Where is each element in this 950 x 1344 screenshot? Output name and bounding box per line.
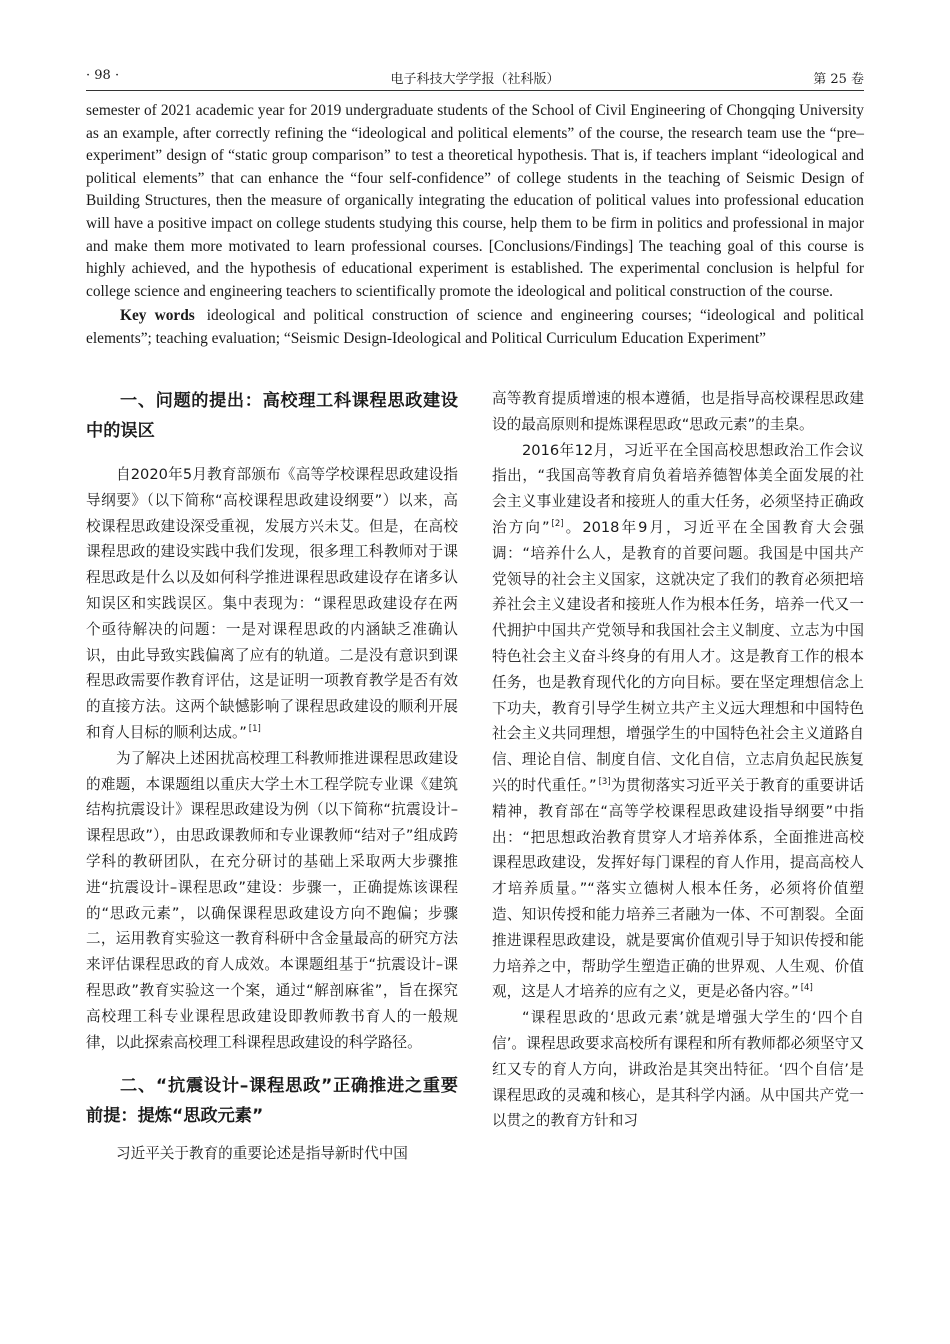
citation-ref[interactable]: [4]	[800, 983, 813, 994]
paragraph: 为了解决上述困扰高校理工科教师推进课程思政建设的难题，本课题组以重庆大学土木工程学院专业课《建筑结构抗震设计》课程思政建设为例（以下简称“抗震设计–课程思政”），由思政课教师和专业课教师“结对子”组成跨学科的教研团队，在充分研讨的基础上采取两大步骤推进“抗震设计–课程思政”建设：步骤一，正确提炼该课程的“思政元素”，以确保课程思政建设方向不跑偏；步骤二，运用教育实验这一教育科研中含金量最高的研究方法来评估课程思政的育人成效。本课题组基于“抗震设计–课程思政”教育实验这一个案，通过“解剖麻雀”，旨在探究高校理工科专业课程思政建设即教师教书育人的一般规律，以此探索高校理工科课程思政建设的科学路径。	[86, 749, 458, 1051]
section-1-heading: 一、问题的提出：高校理工科课程思政建设中的误区	[86, 391, 458, 441]
keywords-text: ideological and political construction of science and engineering courses; “ideological and political elements”; teaching evaluation; “Seismic Design-Ideological and Political Curriculum Education Experiment”	[86, 307, 864, 347]
keywords	[86, 305, 864, 350]
paragraph: 高等教育提质增速的根本遵循，也是指导高校课程思政建设的最高原则和提炼课程思政“思政元素”的圭臬。	[492, 390, 864, 433]
citation-ref[interactable]: [1]	[248, 723, 261, 734]
paragraph: “课程思政的‘思政元素’就是增强大学生的‘四个自信’。课程思政要求高校所有课程和所有教师都必须坚守又红又专的育人方向，讲政治是其突出特征。‘四个自信’是课程思政的灵魂和核心，是其科学内涵。从中国共产党一以贯之的教育方针和习	[492, 1009, 864, 1130]
keywords-label: Key words	[120, 307, 195, 325]
citation-ref[interactable]: [2]	[551, 518, 564, 529]
right-column	[492, 386, 864, 1134]
page-number: · 98 ·	[86, 68, 120, 83]
citation-ref[interactable]: [3]	[598, 776, 611, 787]
paragraph: 2016年12月，习近平在全国高校思想政治工作会议指出，“我国高等教育肩负着培养德智体美全面发展的社会主义事业建设者和接班人的重大任务，必须坚持正确政治方向” [2]。2018年9月，习近平在全国教育大会强调：“培养什么人，是教育的首要问题。我国是中国共产党领导的社会主义国家，这就决定了我们的教育必须把培养社会主义建设者和接班人作为根本任务，培养一代又一代拥护中国共产党领导和我国社会主义制度、立志为中国特色社会主义奋斗终身的有用人才。这是教育工作的根本任务，也是教育现代化的方向目标。要在坚定理想信念上下功夫，教育引导学生树立共产主义远大理想和中国特色社会主义共同理想，增强学生的中国特色社会主义道路自信、理论自信、制度自信、文化自信，立志肩负起民族复兴的时代重任。” [3]为贯彻落实习近平关于教育的重要讲话精神，教育部在“高等学校课程思政建设指导纲要”中指出：“把思想政治教育贯穿人才培养体系，全面推进高校课程思政建设，发挥好每门课程的育人作用，提高高校人才培养质量。”“落实立德树人根本任务，必须将价值塑造、知识传授和能力培养三者融为一体、不可割裂。全面推进课程思政建设，就是要寓价值观引导于知识传授和能力培养之中，帮助学生塑造正确的世界观、人生观、价值观，这是人才培养的应有之义，更是必备内容。” [4]	[492, 441, 865, 1001]
english-abstract	[86, 100, 864, 351]
abstract-text: semester of 2021 academic year for 2019 undergraduate students of the School of Civil Engineering of Chongqing University as an example, after correctly refining the “ideological and political elements” of the course, the research team use the “pre–experiment” design of “static group comparison” to test a theoretical hypothesis. That is, if teachers implant “ideological and political elements” that can enhance the “four self-confidence” of college students in the teaching of Seismic Design of Building Structures, then the measure of organically integrating the education of political values into professional education will have a positive impact on college students studying this course, help them to be firm in politics and professional in major and make them more motivated to learn professional courses. [Conclusions/Findings] The teaching goal of this course is highly achieved, and the hypothesis of educational experiment is established. The experimental conclusion is helpful for college science and engineering teachers to scientifically promote the ideological and political construction of the course.	[86, 102, 864, 300]
running-header	[86, 66, 864, 91]
journal-title: 电子科技大学学报（社科版）	[390, 72, 560, 87]
left-column	[86, 386, 458, 1167]
volume-label: 第 25 卷	[813, 72, 864, 87]
section-2-heading: 二、“抗震设计–课程思政”正确推进之重要前提：提炼“思政元素”	[86, 1076, 458, 1127]
paragraph: 自2020年5月教育部颁布《高等学校课程思政建设指导纲要》（以下简称“高校课程思政建设纲要”）以来，高校课程思政建设深受重视，发展方兴未艾。但是，在高校课程思政的建设实践中我们发现，很多理工科教师对于课程思政是什么以及如何科学推进课程思政建设存在诸多认知误区和实践误区。集中表现为：“课程思政建设存在两个亟待解决的问题：一是对课程思政的内涵缺乏准确认识，由此导致实践偏离了应有的轨道。二是没有意识到课程思政需要作教育评估，这是证明一项教育教学是否有效的直接方法。这两个缺憾影响了课程思政建设的顺利开展和育人目标的顺利达成。” [1]	[86, 466, 458, 741]
paragraph: 习近平关于教育的重要论述是指导新时代中国	[116, 1145, 408, 1163]
